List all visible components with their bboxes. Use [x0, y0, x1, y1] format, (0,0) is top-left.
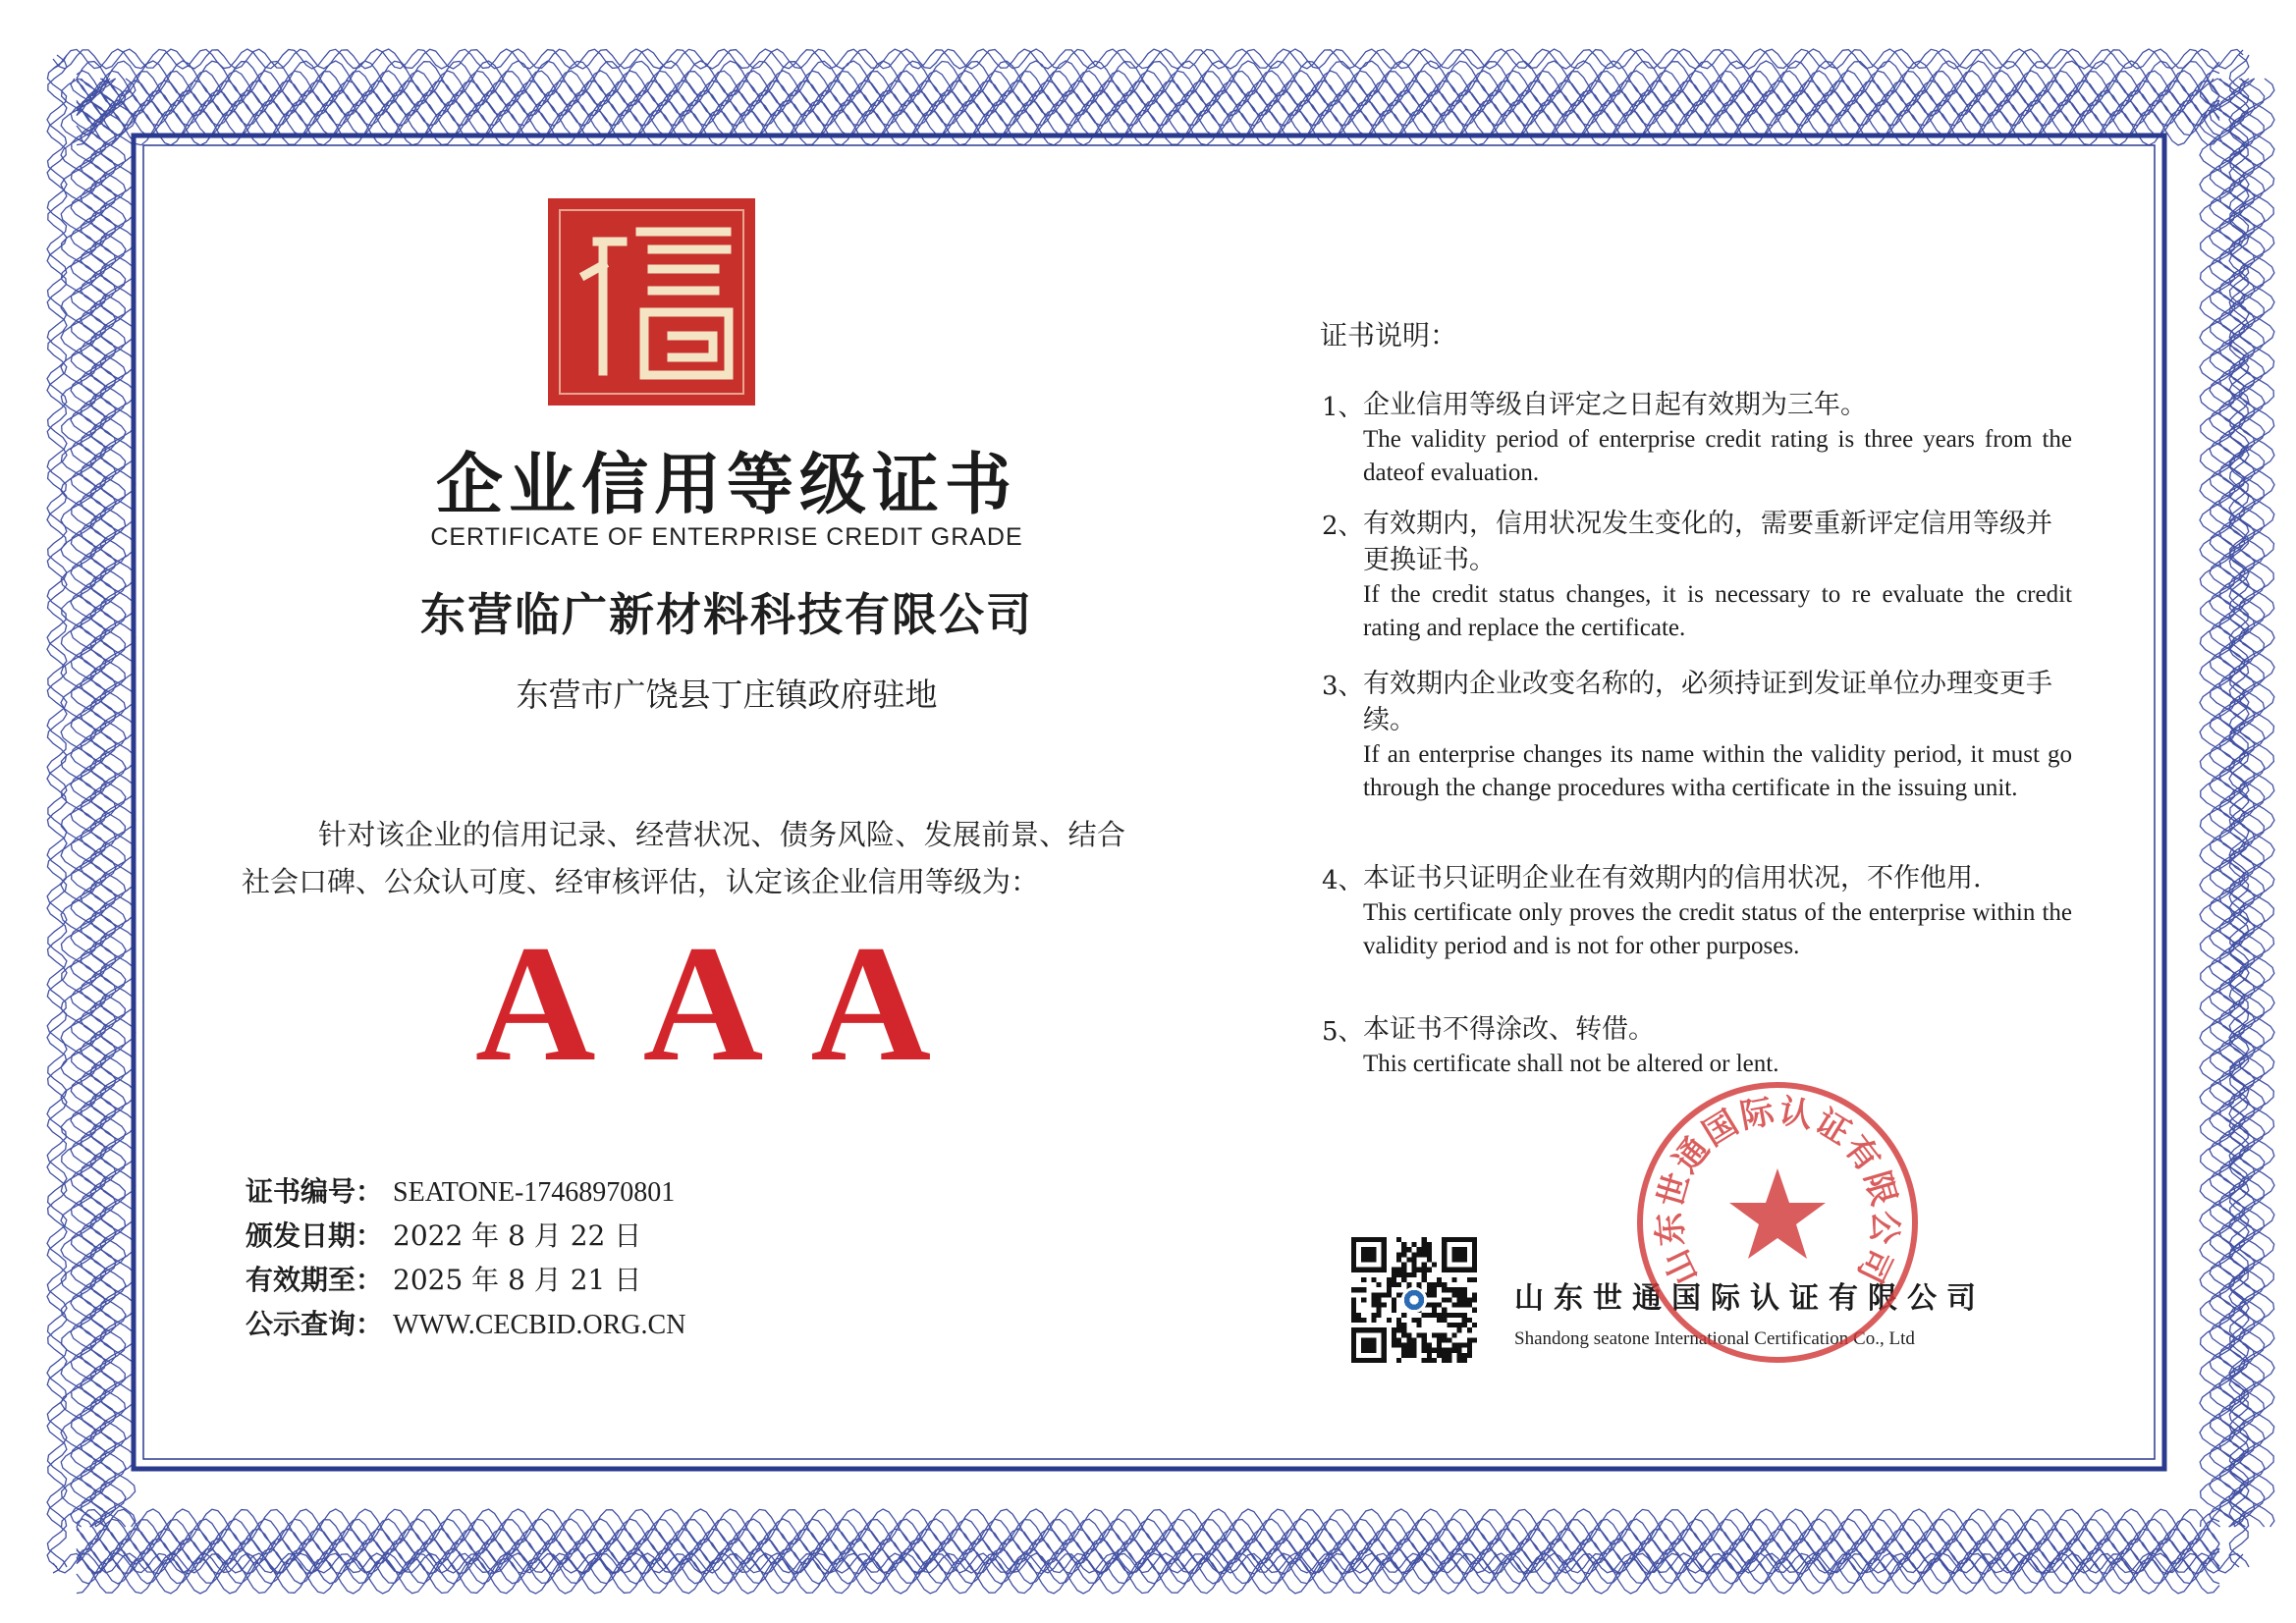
note-text-en: The validity period of enterprise credit rating is three years from the dateof evaluation. [1363, 426, 2072, 486]
note-number: 3、 [1322, 672, 1364, 701]
note-number: 2、 [1322, 512, 1364, 541]
issue-date-label: 颁发日期： [246, 1219, 384, 1252]
public-query-url: WWW.CECBID.ORG.CN [393, 1310, 686, 1340]
note-text-cn: 企业信用等级自评定之日起有效期为三年。 [1363, 390, 1867, 420]
certificate-title-en: CERTIFICATE OF ENTERPRISE CREDIT GRADE [430, 523, 1023, 551]
note-text-cn: 有效期内，信用状况发生变化的，需要重新评定信用等级并更换证书。 [1363, 509, 2052, 575]
company-name: 东营临广新材料科技有限公司 [420, 588, 1033, 641]
public-query-row [246, 1303, 992, 1342]
assessment-statement: 针对该企业的信用记录、经营状况、债务风险、发展前景、结合社会口碑、公众认可度、经审核评估，认定该企业信用等级为： [242, 818, 1125, 898]
issuer-name-en: Shandong seatone International Certification Co., Ltd [1514, 1328, 1915, 1349]
note-text-cn: 本证书不得涂改、转借。 [1363, 1014, 1655, 1045]
issuer-name-cn: 山东世通国际认证有限公司 [1514, 1281, 1986, 1316]
cert-number-value: SEATONE-17468970801 [393, 1177, 676, 1208]
valid-until-row [246, 1259, 992, 1298]
issue-date-value: 2022 年 8 月 22 日 [393, 1219, 642, 1252]
notes-heading: 证书说明： [1320, 319, 1458, 352]
cert-number-row [246, 1170, 992, 1210]
issue-date-row [246, 1215, 992, 1254]
note-item-3 [1322, 666, 2072, 805]
note-item-4 [1322, 860, 2072, 963]
company-address: 东营市广饶县丁庄镇政府驻地 [516, 676, 938, 714]
official-stamp [1630, 1075, 1925, 1370]
note-number: 4、 [1322, 866, 1364, 895]
valid-until-label: 有效期至： [246, 1264, 384, 1296]
valid-until-value: 2025 年 8 月 21 日 [393, 1264, 642, 1296]
public-query-label: 公示查询： [246, 1308, 384, 1340]
note-text-cn: 本证书只证明企业在有效期内的信用状况，不作他用. [1363, 863, 1982, 893]
note-item-5 [1322, 1011, 2072, 1081]
qr-code [1351, 1237, 1477, 1363]
note-text-en: If an enterprise changes its name within the validity period, it must go through the change procedures witha certificate in the issuing unit. [1363, 741, 2072, 801]
cert-number-label: 证书编号： [246, 1175, 384, 1208]
note-text-en: This certificate shall not be altered or lent. [1363, 1051, 1779, 1077]
xin-seal-logo [546, 196, 757, 407]
note-number: 5、 [1322, 1017, 1364, 1047]
stamp-arc-text: 山东世通国际认证有限公司 [1649, 1091, 1906, 1291]
note-text-cn: 有效期内企业改变名称的，必须持证到发证单位办理变更手续。 [1363, 669, 2052, 735]
note-text-en: This certificate only proves the credit status of the enterprise within the validity period and is not for other purposes. [1363, 899, 2072, 959]
note-item-1 [1322, 387, 2072, 490]
note-text-en: If the credit status changes, it is necessary to re evaluate the credit rating and replace the certificate. [1363, 581, 2072, 641]
note-number: 1、 [1322, 393, 1364, 422]
note-item-2 [1322, 506, 2072, 645]
certificate-title-cn: 企业信用等级证书 [435, 446, 1017, 524]
credit-grade: AAA [474, 911, 979, 1096]
